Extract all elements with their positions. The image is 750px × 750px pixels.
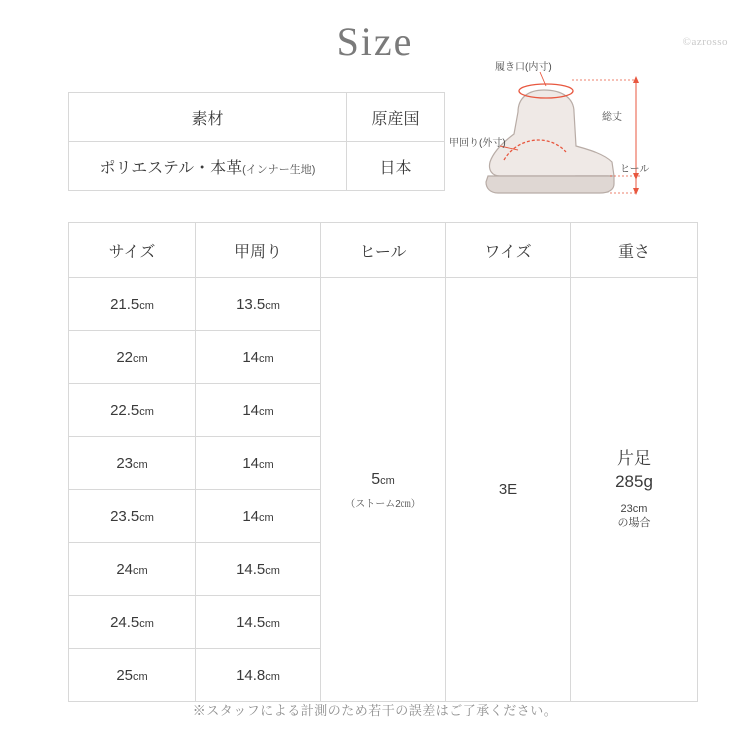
weight-note: [572, 502, 696, 532]
cell-instep: [196, 437, 321, 490]
cell-weight: [571, 278, 698, 702]
page-title: Size: [336, 19, 414, 64]
size-value: 23: [116, 454, 133, 472]
weight-line1: 片足: [617, 448, 651, 468]
instep-value: 14.5: [236, 560, 266, 578]
size-table: [68, 222, 698, 702]
size-value: 23.5: [110, 507, 140, 525]
header-heel: ヒール: [321, 223, 446, 278]
instep-value: 14: [242, 401, 259, 419]
cell-size: [69, 649, 196, 702]
cell-size: [69, 384, 196, 437]
heel-value: 5: [371, 470, 381, 488]
instep-value: 14: [242, 348, 259, 366]
material-table: [68, 92, 445, 191]
instep-value: 14.5: [236, 613, 266, 631]
size-value: 22.5: [110, 401, 140, 419]
material-value: [69, 142, 347, 191]
size-unit: cm: [139, 405, 154, 418]
size-unit: cm: [133, 352, 148, 365]
size-unit: cm: [133, 458, 148, 471]
instep-value: 13.5: [236, 295, 266, 313]
label-opening: 履き口(内寸): [495, 62, 552, 73]
instep-unit: cm: [265, 564, 280, 577]
material-main-text: ポリエステル・本革: [99, 159, 243, 177]
header-width: ワイズ: [446, 223, 571, 278]
header-weight: 重さ: [571, 223, 698, 278]
instep-unit: cm: [265, 670, 280, 683]
origin-value: 日本: [347, 142, 445, 191]
material-sub-text: (インナー生地): [242, 163, 316, 176]
instep-value: 14: [242, 507, 259, 525]
cell-size: [69, 437, 196, 490]
size-unit: cm: [133, 564, 148, 577]
table-row: [69, 278, 698, 331]
weight-line2: 285g: [615, 471, 653, 491]
size-unit: cm: [139, 511, 154, 524]
heel-unit: cm: [380, 474, 395, 487]
header-instep: 甲周り: [196, 223, 321, 278]
cell-instep: [196, 490, 321, 543]
instep-unit: cm: [259, 405, 274, 418]
footnote: ※スタッフによる計測のため若干の誤差はご了承ください。: [192, 703, 558, 718]
label-total-height: 総丈: [602, 112, 622, 123]
cell-size: [69, 490, 196, 543]
size-value: 24.5: [110, 613, 140, 631]
heel-value-wrap: [371, 471, 395, 488]
cell-size: [69, 331, 196, 384]
cell-instep: [196, 543, 321, 596]
weight-note-line2: の場合: [617, 517, 651, 530]
watermark: ©azrosso: [682, 36, 728, 48]
instep-unit: cm: [265, 617, 280, 630]
material-header-origin: 原産国: [347, 93, 445, 142]
cell-instep: [196, 331, 321, 384]
instep-unit: cm: [265, 299, 280, 312]
cell-instep: [196, 384, 321, 437]
boot-diagram: [440, 50, 740, 210]
table-row: [69, 142, 445, 191]
cell-instep: [196, 278, 321, 331]
table-row: [69, 93, 445, 142]
heel-note: （ストーム2㎝）: [345, 499, 421, 511]
instep-value: 14.8: [236, 666, 266, 684]
instep-value: 14: [242, 454, 259, 472]
size-unit: cm: [133, 670, 148, 683]
size-value: 24: [116, 560, 133, 578]
cell-width: 3E: [446, 278, 571, 702]
instep-unit: cm: [259, 458, 274, 471]
cell-heel: [321, 278, 446, 702]
size-unit: cm: [139, 299, 154, 312]
size-value: 22: [116, 348, 133, 366]
label-instep: 甲回り(外寸): [449, 138, 506, 149]
size-value: 25: [116, 666, 133, 684]
instep-unit: cm: [259, 352, 274, 365]
label-heel: ヒール: [620, 164, 650, 175]
cell-size: [69, 278, 196, 331]
weight-note-line1: 23cm: [620, 502, 648, 515]
material-header-material: 素材: [69, 93, 347, 142]
size-unit: cm: [139, 617, 154, 630]
boot-illustration-svg: [440, 50, 740, 210]
header-size: サイズ: [69, 223, 196, 278]
cell-size: [69, 543, 196, 596]
cell-instep: [196, 649, 321, 702]
cell-size: [69, 596, 196, 649]
table-header-row: [69, 223, 698, 278]
cell-instep: [196, 596, 321, 649]
size-value: 21.5: [110, 295, 140, 313]
instep-unit: cm: [259, 511, 274, 524]
